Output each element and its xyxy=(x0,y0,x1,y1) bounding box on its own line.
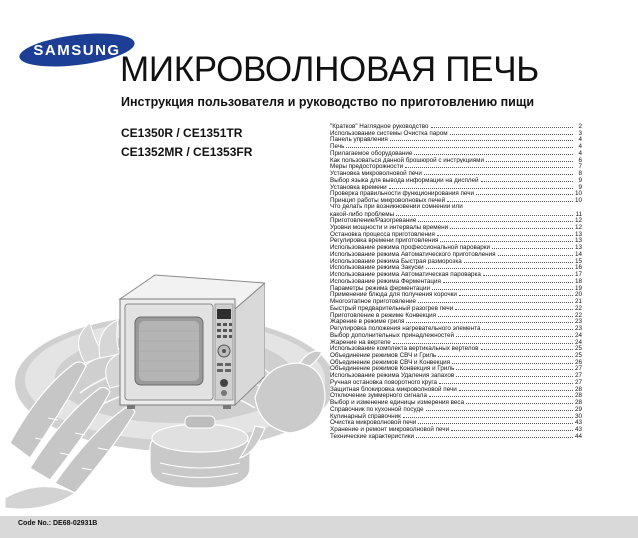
toc-entry-page: 4 xyxy=(578,149,582,157)
toc-entry xyxy=(330,251,582,258)
toc-entry xyxy=(330,143,582,150)
toc-entry xyxy=(330,177,582,184)
toc-leader-dots xyxy=(440,237,573,242)
toc-leader-dots xyxy=(481,345,573,350)
toc-leader-dots xyxy=(426,406,573,411)
toc-entry xyxy=(330,264,582,271)
toc-entry-label: Многоэтапное приготовление xyxy=(330,298,417,305)
toc-entry-label: Регулировка времени приготовления xyxy=(330,237,439,245)
toc-entry-page: 12 xyxy=(574,217,582,225)
samsung-logo xyxy=(18,32,136,68)
toc-entry-label: Использование режима профессиональной пароварки xyxy=(330,244,491,251)
page-title: МИКРОВОЛНОВАЯ ПЕЧЬ xyxy=(120,50,539,89)
toc-entry xyxy=(330,150,582,157)
toc-entry-label: Принцип работы микроволновых печей xyxy=(330,197,446,204)
toc-leader-dots xyxy=(418,217,573,222)
toc-entry-page: 24 xyxy=(574,331,582,339)
toc-entry xyxy=(330,291,582,298)
toc-entry-label: Что делать при возникновении сомнений или xyxy=(330,203,463,210)
toc-entry-label: Кулинарный справочник xyxy=(330,412,401,420)
toc-entry-page: 22 xyxy=(574,304,582,312)
toc-entry-page: 21 xyxy=(574,298,582,305)
toc-entry xyxy=(330,312,582,319)
toc-entry-label: Отключение зуммерного сигнала xyxy=(330,392,427,400)
toc-entry-label: Технические характеристики xyxy=(330,432,415,440)
toc-entry-page: 20 xyxy=(574,291,582,299)
toc-entry xyxy=(330,157,582,164)
toc-entry-label: Справочник по кухонной посуде xyxy=(330,405,424,413)
toc-leader-dots xyxy=(450,224,573,229)
toc-entry-label: Использование режима Быстрая разморозка xyxy=(330,257,462,265)
toc-entry-label: Печь xyxy=(330,143,345,150)
toc-entry-label: Выбор языка для вывода информации на дисплей xyxy=(330,176,479,184)
toc-leader-dots xyxy=(346,143,573,148)
toc-leader-dots xyxy=(438,312,573,317)
toc-leader-dots xyxy=(426,264,573,269)
toc-leader-dots xyxy=(443,278,573,283)
toc-entry-label: Применение блюда для получения корочки xyxy=(330,291,457,299)
toc-leader-dots xyxy=(447,197,573,202)
toc-entry-page: 27 xyxy=(574,372,582,379)
toc-entry xyxy=(330,399,582,406)
toc-leader-dots xyxy=(437,231,573,236)
toc-entry-page: 43 xyxy=(574,426,582,433)
toc-entry-page: 28 xyxy=(574,392,582,400)
toc-entry xyxy=(330,190,582,197)
toc-leader-dots xyxy=(483,271,573,276)
toc-entry xyxy=(330,413,582,420)
toc-leader-dots xyxy=(429,392,573,397)
toc-entry-label: какой-либо проблемы xyxy=(330,210,395,218)
toc-leader-dots xyxy=(393,339,573,344)
toc-entry-page: 29 xyxy=(574,405,582,413)
toc-entry-label: Хранение и ремонт микроволновой печи xyxy=(330,426,450,433)
toc-entry-label: Ручная остановка поворотного круга xyxy=(330,378,438,386)
table-of-contents xyxy=(330,123,582,440)
toc-entry-page: 9 xyxy=(578,183,582,191)
toc-entry-page: 25 xyxy=(574,345,582,352)
toc-entry-label: Выбор и изменение единицы измерения веса xyxy=(330,399,465,406)
toc-entry xyxy=(330,318,582,325)
toc-leader-dots xyxy=(456,372,573,377)
toc-leader-dots xyxy=(451,426,573,431)
toc-entry xyxy=(330,271,582,278)
toc-entry-page: 17 xyxy=(574,271,582,278)
toc-entry-page: 14 xyxy=(574,250,582,258)
toc-entry-label: Как пользоваться данной брошюрой с инструкциями xyxy=(330,156,485,164)
toc-entry-page: 13 xyxy=(574,237,582,245)
toc-entry-page: 7 xyxy=(578,163,582,171)
toc-entry-page: 13 xyxy=(574,244,582,251)
toc-entry xyxy=(330,197,582,204)
toc-entry-label: Остановка процесса приготовления xyxy=(330,230,435,238)
model-line: CE1352MR / CE1353FR xyxy=(121,145,253,159)
toc-entry xyxy=(330,204,582,211)
toc-leader-dots xyxy=(455,305,573,310)
toc-entry-label: "Кратков" Наглядное руководство xyxy=(330,123,429,130)
toc-entry-page: 22 xyxy=(574,311,582,319)
toc-entry-page: 25 xyxy=(574,351,582,359)
toc-entry xyxy=(330,298,582,305)
toc-entry-page: 10 xyxy=(574,197,582,204)
toc-entry xyxy=(330,305,582,312)
toc-entry xyxy=(330,426,582,433)
toc-entry-page: 4 xyxy=(578,143,582,150)
toc-entry xyxy=(330,136,582,143)
toc-entry xyxy=(330,332,582,339)
toc-leader-dots xyxy=(482,325,573,330)
toc-entry-label: Жарение на вертеле xyxy=(330,338,391,346)
toc-entry xyxy=(330,163,582,170)
toc-entry-label: Установка микроволновой печи xyxy=(330,170,422,177)
toc-leader-dots xyxy=(459,291,573,296)
toc-entry-page: 43 xyxy=(574,419,582,427)
toc-entry-page: 18 xyxy=(574,277,582,285)
toc-entry-page: 28 xyxy=(574,399,582,406)
toc-entry xyxy=(330,406,582,413)
logo-text: SAMSUNG xyxy=(33,41,121,59)
code-number: Code No.: DE68-02931B xyxy=(18,520,98,527)
toc-entry-label: Выбор дополнительных принадлежностей xyxy=(330,331,455,339)
toc-leader-dots xyxy=(389,184,573,189)
toc-entry-label: Прилагаемое оборудование xyxy=(330,149,413,157)
toc-entry xyxy=(330,352,582,359)
toc-leader-dots xyxy=(396,211,573,216)
model-list xyxy=(121,124,252,162)
toc-entry-label: Меры предосторожности xyxy=(330,163,404,171)
toc-entry-page: 2 xyxy=(578,123,582,130)
toc-entry-page: 28 xyxy=(574,385,582,393)
toc-entry xyxy=(330,359,582,366)
toc-leader-dots xyxy=(486,157,573,162)
toc-entry-label: Уровни мощности и интервалы времени xyxy=(330,224,449,231)
toc-entry xyxy=(330,365,582,372)
toc-entry-label: Использование системы Очистка паром xyxy=(330,129,448,137)
toc-entry-page: 27 xyxy=(574,365,582,373)
toc-entry-label: Объединение режимов Конвекция и Гриль xyxy=(330,365,455,373)
microwave-oven-illustration xyxy=(105,271,265,421)
toc-leader-dots xyxy=(464,258,573,263)
toc-entry xyxy=(330,345,582,352)
toc-entry xyxy=(330,419,582,426)
toc-entry-page: 23 xyxy=(574,325,582,332)
toc-leader-dots xyxy=(456,332,573,337)
toc-leader-dots xyxy=(438,352,573,357)
toc-leader-dots xyxy=(476,190,573,195)
toc-entry-page: 11 xyxy=(575,210,582,218)
toc-leader-dots xyxy=(459,386,573,391)
toc-leader-dots xyxy=(466,399,573,404)
toc-entry-page: 27 xyxy=(574,378,582,386)
toc-entry-label: Защитная блокировка микроволновой печи xyxy=(330,385,457,393)
toc-entry xyxy=(330,224,582,231)
toc-entry-page: 13 xyxy=(574,230,582,238)
toc-leader-dots xyxy=(418,419,573,424)
toc-entry xyxy=(330,285,582,292)
toc-entry-page: 9 xyxy=(578,176,582,184)
toc-entry-label: Проверка правильности функционирования печи xyxy=(330,190,475,198)
toc-entry-label: Жарение в режиме гриля xyxy=(330,318,405,326)
toc-entry xyxy=(330,278,582,285)
toc-leader-dots xyxy=(390,136,573,141)
toc-entry-page: 6 xyxy=(578,156,582,164)
toc-entry-page: 19 xyxy=(574,284,582,292)
toc-entry xyxy=(330,237,582,244)
toc-entry-page: 8 xyxy=(578,170,582,177)
toc-entry-label: Использование режима Удаления запахов xyxy=(330,372,455,379)
toc-entry xyxy=(330,392,582,399)
toc-leader-dots xyxy=(416,433,573,438)
toc-entry-page: 15 xyxy=(574,257,582,265)
toc-entry-label: Панель управления xyxy=(330,136,388,144)
toc-leader-dots xyxy=(450,130,573,135)
toc-entry xyxy=(330,258,582,265)
toc-entry-label: Регулировка положения нагревательного элемента xyxy=(330,325,481,332)
toc-leader-dots xyxy=(406,318,573,323)
toc-leader-dots xyxy=(452,359,573,364)
toc-entry-label: Установка времени xyxy=(330,183,387,191)
toc-entry xyxy=(330,231,582,238)
toc-leader-dots xyxy=(439,379,573,384)
toc-entry-page: 24 xyxy=(574,338,582,346)
toc-leader-dots xyxy=(403,413,573,418)
toc-entry xyxy=(330,372,582,379)
toc-leader-dots xyxy=(492,244,573,249)
toc-entry-label: Приготовление в режиме Конвекция xyxy=(330,311,437,319)
toc-entry xyxy=(330,433,582,440)
toc-entry-label: Очистка микроволновой печи xyxy=(330,419,417,427)
toc-leader-dots xyxy=(456,365,573,370)
toc-leader-dots xyxy=(431,123,573,128)
toc-leader-dots xyxy=(414,150,573,155)
toc-leader-dots xyxy=(405,163,573,168)
toc-entry-label: Объединение режимов СВЧ и Конвекция xyxy=(330,358,450,366)
toc-entry-label: Использование режима Ферментация xyxy=(330,277,441,285)
toc-entry-page: 16 xyxy=(574,264,582,272)
toc-entry xyxy=(330,123,582,130)
toc-entry-page: 23 xyxy=(574,318,582,326)
toc-entry-page: 12 xyxy=(574,224,582,231)
toc-leader-dots xyxy=(498,251,573,256)
toc-entry xyxy=(330,211,582,218)
toc-entry xyxy=(330,325,582,332)
toc-entry-label: Использование режима Автоматического приготовления xyxy=(330,250,496,258)
toc-entry xyxy=(330,184,582,191)
toc-entry-page: 3 xyxy=(578,129,582,137)
toc-entry xyxy=(330,244,582,251)
toc-entry-label: Быстрый предварительный разогрев печи xyxy=(330,304,454,312)
toc-entry-page: 44 xyxy=(574,432,582,440)
toc-entry-label: Приготовление/Разогревание xyxy=(330,217,417,225)
toc-leader-dots xyxy=(424,170,573,175)
toc-entry xyxy=(330,379,582,386)
toc-entry xyxy=(330,130,582,137)
toc-entry-page: 30 xyxy=(574,412,582,420)
toc-entry xyxy=(330,339,582,346)
toc-entry-label: Использование режима Автоматическая пароварка xyxy=(330,271,481,278)
page-subtitle: Инструкция пользователя и руководство по приготовлению пищи xyxy=(121,95,535,109)
toc-entry-label: Объединение режимов СВЧ и Гриль xyxy=(330,351,437,359)
toc-entry-page: 10 xyxy=(574,190,582,198)
toc-entry xyxy=(330,386,582,393)
toc-entry-label: Использование комплекта вертикальных вертелов xyxy=(330,345,479,352)
toc-entry xyxy=(330,170,582,177)
model-line: CE1350R / CE1351TR xyxy=(121,126,243,140)
toc-entry xyxy=(330,217,582,224)
toc-entry-label: Использование режима Закуски xyxy=(330,264,424,272)
toc-entry-page: 26 xyxy=(574,358,582,366)
toc-leader-dots xyxy=(418,298,573,303)
toc-leader-dots xyxy=(481,177,573,182)
toc-entry-page: 4 xyxy=(578,136,582,144)
toc-entry-label: Параметры режима ферментации xyxy=(330,284,431,292)
toc-leader-dots xyxy=(432,285,573,290)
